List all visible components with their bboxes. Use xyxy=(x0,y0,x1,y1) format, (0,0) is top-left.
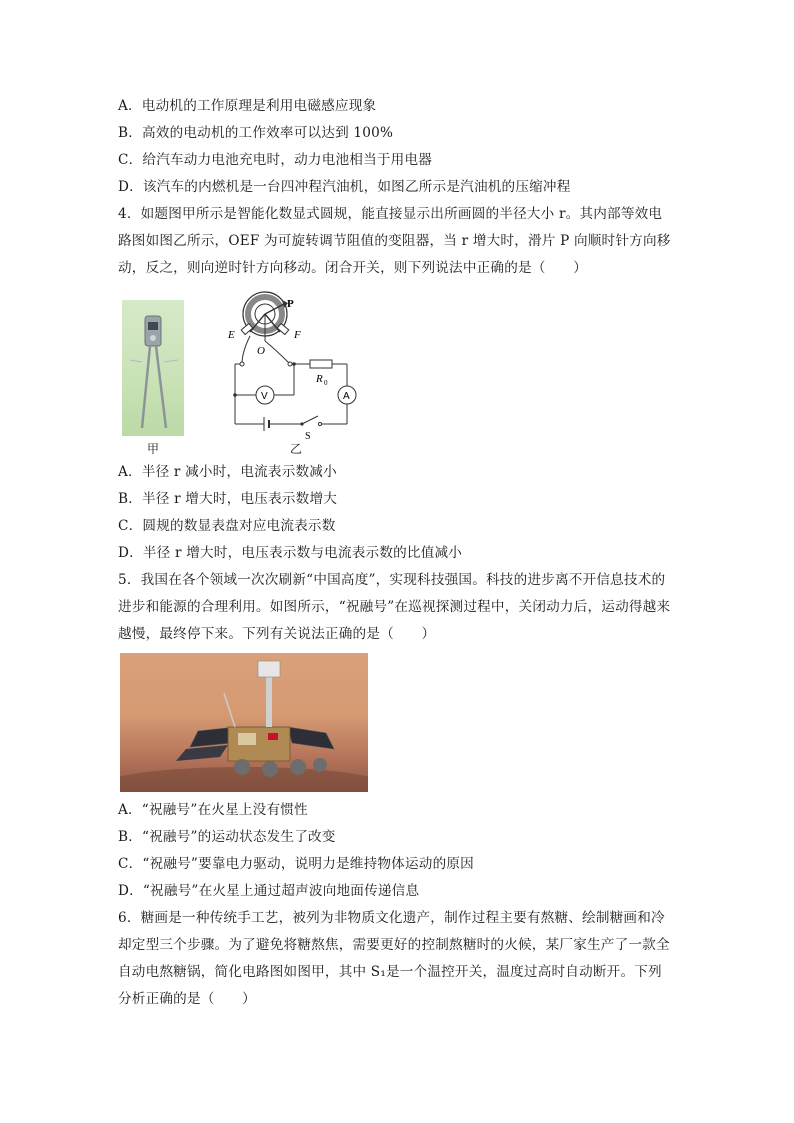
q4-option-a: A．半径 r 减小时，电流表示数减小 xyxy=(118,464,337,480)
q4-stem-line-2: 路图如图乙所示，OEF 为可旋转调节阻值的变阻器，当 r 增大时，滑片 P 向顺时针方向移 xyxy=(118,233,671,249)
label-R0-subscript: 0 xyxy=(324,379,328,387)
digital-compass-photo xyxy=(122,300,184,436)
label-O: O xyxy=(257,345,265,357)
q3-option-b: B．高效的电动机的工作效率可以达到 100% xyxy=(118,125,394,141)
figure-yi-caption: 乙 xyxy=(290,442,303,456)
ammeter-label: A xyxy=(343,391,350,402)
q5-option-d: D．“祝融号”在火星上通过超声波向地面传递信息 xyxy=(118,883,420,899)
q4-stem-line-1: 4．如题图甲所示是智能化数显式圆规，能直接显示出所画圆的半径大小 r。其内部等效电 xyxy=(118,206,663,222)
q4-option-c: C．圆规的数显表盘对应电流表示数 xyxy=(118,518,336,534)
q4-option-b: B．半径 r 增大时，电压表示数增大 xyxy=(118,491,338,507)
q5-stem-line-3: 越慢，最终停下来。下列有关说法正确的是（ ） xyxy=(118,626,436,642)
q5-stem-line-2: 进步和能源的合理利用。如图所示，“祝融号”在巡视探测过程中，关闭动力后，运动得越来 xyxy=(118,599,671,615)
q3-option-c: C．给汽车动力电池充电时，动力电池相当于用电器 xyxy=(118,152,433,168)
q6-stem-line-2: 却定型三个步骤。为了避免将糖熬焦，需要更好的控制熬糖时的火候，某厂家生产了一款全 xyxy=(118,937,670,953)
q5-option-b: B．“祝融号”的运动状态发生了改变 xyxy=(118,829,336,845)
q4-option-d: D．半径 r 增大时，电压表示数与电流表示数的比值减小 xyxy=(118,545,463,561)
compass-illustration xyxy=(122,300,184,436)
label-P: P xyxy=(287,298,294,310)
circuit-diagram xyxy=(220,286,370,454)
q6-stem-line-3: 自动电熬糖锅，简化电路图如图甲，其中 S₁是一个温控开关，温度过高时自动断开。下列 xyxy=(118,964,662,980)
label-E: E xyxy=(228,329,235,341)
label-R0: R xyxy=(316,373,323,385)
rover-illustration xyxy=(120,653,368,792)
q3-option-a: A．电动机的工作原理是利用电磁感应现象 xyxy=(118,98,377,114)
q6-stem-line-4: 分析正确的是（ ） xyxy=(118,991,256,1007)
q5-option-a: A．“祝融号”在火星上没有惯性 xyxy=(118,802,308,818)
q6-stem-line-1: 6．糖画是一种传统手工艺，被列为非物质文化遗产，制作过程主要有熬糖、绘制糖画和冷 xyxy=(118,910,665,926)
q4-stem-line-3: 动，反之，则向逆时针方向移动。闭合开关，则下列说法中正确的是（ ） xyxy=(118,260,587,276)
switch-label: S xyxy=(305,431,311,442)
figure-jia-caption: 甲 xyxy=(147,442,160,456)
voltmeter-label: V xyxy=(261,391,268,402)
q3-option-d: D．该汽车的内燃机是一台四冲程汽油机，如图乙所示是汽油机的压缩冲程 xyxy=(118,179,571,195)
mars-rover-photo xyxy=(120,653,368,792)
q5-option-c: C．“祝融号”要靠电力驱动，说明力是维持物体运动的原因 xyxy=(118,856,474,872)
label-F: F xyxy=(294,329,301,341)
q5-stem-line-1: 5．我国在各个领域一次次刷新“中国高度”，实现科技强国。科技的进步离不开信息技术的 xyxy=(118,572,666,588)
